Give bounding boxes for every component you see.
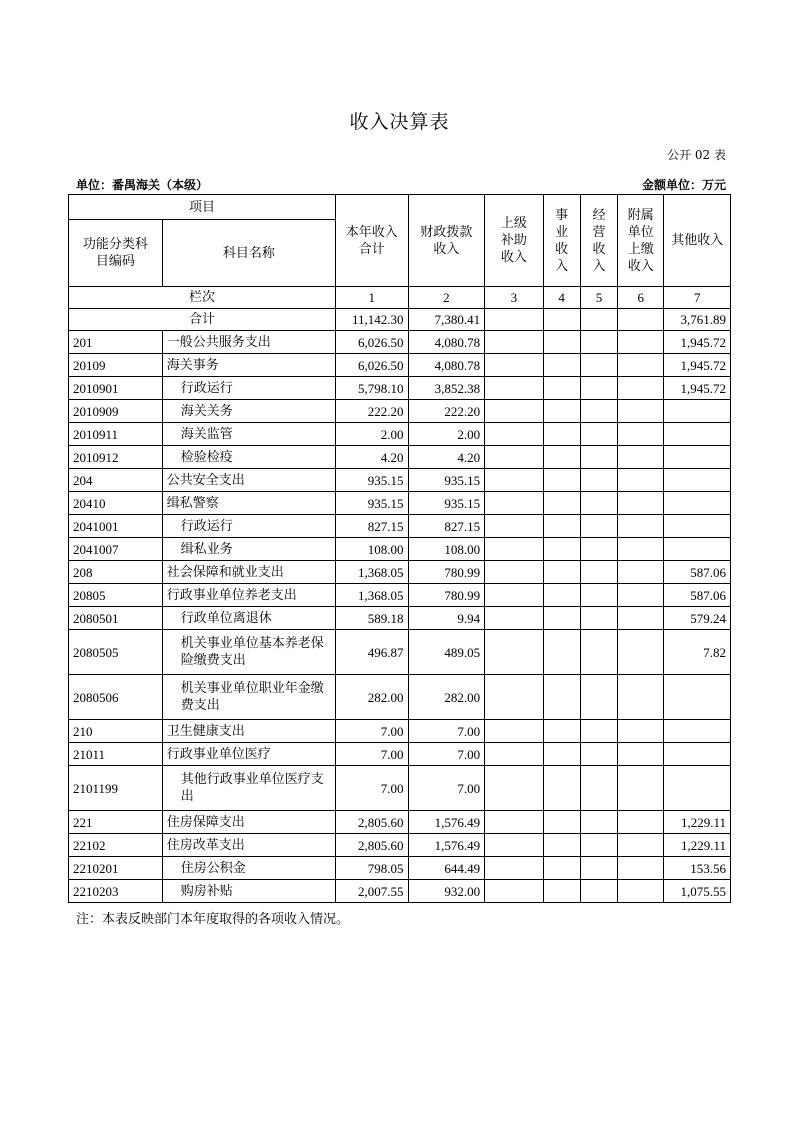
row-value: 587.06 <box>664 561 731 584</box>
row-value <box>485 538 543 561</box>
row-value: 932.00 <box>408 880 485 903</box>
row-code: 2010912 <box>69 446 163 469</box>
row-value: 4,080.78 <box>408 331 485 354</box>
row-value: 3,852.38 <box>408 377 485 400</box>
row-value <box>485 607 543 630</box>
table-row <box>69 423 731 446</box>
row-value: 644.49 <box>408 857 485 880</box>
total-label: 合计 <box>69 309 336 331</box>
row-value <box>618 423 664 446</box>
row-value <box>543 834 580 857</box>
total-cell <box>543 309 580 331</box>
row-value: 587.06 <box>664 584 731 607</box>
row-value <box>580 400 617 423</box>
row-value <box>543 400 580 423</box>
row-value <box>543 515 580 538</box>
row-value: 222.20 <box>408 400 485 423</box>
total-cell: 11,142.30 <box>336 309 409 331</box>
row-value <box>485 675 543 720</box>
header-lanci: 栏次 <box>69 287 336 309</box>
row-value <box>618 492 664 515</box>
row-value <box>618 584 664 607</box>
row-value <box>580 630 617 675</box>
row-value: 489.05 <box>408 630 485 675</box>
row-value <box>580 446 617 469</box>
row-code: 2080505 <box>69 630 163 675</box>
row-code: 20410 <box>69 492 163 515</box>
row-value <box>485 584 543 607</box>
table-row <box>69 331 731 354</box>
row-value: 7.00 <box>408 743 485 766</box>
row-value: 282.00 <box>336 675 409 720</box>
row-value: 108.00 <box>408 538 485 561</box>
row-code: 20109 <box>69 354 163 377</box>
row-value <box>664 469 731 492</box>
row-name: 购房补贴 <box>162 880 335 903</box>
row-value <box>618 377 664 400</box>
row-value: 7.00 <box>408 766 485 811</box>
row-value <box>618 469 664 492</box>
row-value <box>543 492 580 515</box>
row-code: 208 <box>69 561 163 584</box>
row-code: 2010901 <box>69 377 163 400</box>
row-value: 1,945.72 <box>664 377 731 400</box>
table-row <box>69 607 731 630</box>
row-value <box>543 584 580 607</box>
row-value <box>618 766 664 811</box>
row-value: 780.99 <box>408 561 485 584</box>
row-value <box>485 469 543 492</box>
row-value <box>485 880 543 903</box>
row-name: 海关关务 <box>162 400 335 423</box>
total-row <box>69 309 731 331</box>
row-value: 2.00 <box>408 423 485 446</box>
table-row <box>69 469 731 492</box>
row-code: 20805 <box>69 584 163 607</box>
row-value: 935.15 <box>336 492 409 515</box>
row-value <box>580 607 617 630</box>
table-row <box>69 766 731 811</box>
col-num: 3 <box>485 287 543 309</box>
row-value: 579.24 <box>664 607 731 630</box>
row-code: 2101199 <box>69 766 163 811</box>
row-value <box>543 811 580 834</box>
header-other: 其他收入 <box>664 195 731 287</box>
table-row <box>69 400 731 423</box>
row-value: 5,798.10 <box>336 377 409 400</box>
row-name: 社会保障和就业支出 <box>162 561 335 584</box>
row-code: 2210203 <box>69 880 163 903</box>
col-num: 2 <box>408 287 485 309</box>
row-value: 1,945.72 <box>664 354 731 377</box>
money-unit-label: 金额单位：万元 <box>641 178 726 192</box>
row-value: 1,576.49 <box>408 811 485 834</box>
row-name: 行政事业单位医疗 <box>162 743 335 766</box>
row-name: 行政单位离退休 <box>162 607 335 630</box>
row-value: 1,368.05 <box>336 584 409 607</box>
table-row <box>69 675 731 720</box>
total-cell: 3,761.89 <box>664 309 731 331</box>
row-code: 210 <box>69 720 163 743</box>
table-row <box>69 354 731 377</box>
row-value <box>543 354 580 377</box>
row-name: 行政事业单位养老支出 <box>162 584 335 607</box>
row-value <box>543 607 580 630</box>
row-value <box>485 423 543 446</box>
row-value: 589.18 <box>336 607 409 630</box>
row-value <box>618 720 664 743</box>
row-code: 2041001 <box>69 515 163 538</box>
table-row <box>69 515 731 538</box>
row-value <box>618 354 664 377</box>
row-value <box>664 720 731 743</box>
unit-label: 单位：番禺海关（本级） <box>76 178 209 192</box>
row-value: 935.15 <box>408 492 485 515</box>
row-name: 机关事业单位职业年金缴费支出 <box>162 675 335 720</box>
row-value <box>543 377 580 400</box>
row-value <box>580 354 617 377</box>
row-value: 7.00 <box>336 720 409 743</box>
table-row <box>69 834 731 857</box>
row-value <box>618 331 664 354</box>
row-code: 2010911 <box>69 423 163 446</box>
row-value <box>580 561 617 584</box>
row-value <box>580 584 617 607</box>
row-value <box>618 515 664 538</box>
table-row <box>69 584 731 607</box>
row-name: 其他行政事业单位医疗支出 <box>162 766 335 811</box>
table-row <box>69 857 731 880</box>
row-code: 2080501 <box>69 607 163 630</box>
row-value <box>618 857 664 880</box>
row-value <box>580 538 617 561</box>
row-value <box>485 720 543 743</box>
row-value: 1,075.55 <box>664 880 731 903</box>
row-value: 282.00 <box>408 675 485 720</box>
row-value <box>580 675 617 720</box>
row-value <box>543 446 580 469</box>
row-value: 2.00 <box>336 423 409 446</box>
row-name: 住房保障支出 <box>162 811 335 834</box>
row-value <box>664 538 731 561</box>
table-row <box>69 446 731 469</box>
row-value <box>664 423 731 446</box>
row-value <box>618 834 664 857</box>
header-affiliate: 附属单位上缴收入 <box>618 195 664 287</box>
row-value <box>485 857 543 880</box>
row-name: 一般公共服务支出 <box>162 331 335 354</box>
row-value: 935.15 <box>336 469 409 492</box>
row-value <box>543 423 580 446</box>
row-value <box>664 766 731 811</box>
col-num: 4 <box>543 287 580 309</box>
row-value <box>543 880 580 903</box>
row-value <box>618 400 664 423</box>
row-name: 行政运行 <box>162 377 335 400</box>
form-number: 公开 02 表 <box>667 148 726 162</box>
row-value <box>580 469 617 492</box>
total-cell <box>485 309 543 331</box>
row-value <box>664 400 731 423</box>
row-value: 7.00 <box>408 720 485 743</box>
row-value: 6,026.50 <box>336 354 409 377</box>
row-value: 2,805.60 <box>336 834 409 857</box>
row-value <box>485 446 543 469</box>
row-value <box>580 423 617 446</box>
row-value <box>618 630 664 675</box>
row-code: 2210201 <box>69 857 163 880</box>
row-value: 798.05 <box>336 857 409 880</box>
row-value <box>543 766 580 811</box>
income-table <box>68 194 731 903</box>
row-value <box>543 630 580 675</box>
row-value <box>664 515 731 538</box>
row-value <box>543 857 580 880</box>
row-value <box>580 880 617 903</box>
header-total: 本年收入合计 <box>336 195 409 287</box>
row-value <box>580 331 617 354</box>
table-row <box>69 880 731 903</box>
row-value <box>664 446 731 469</box>
row-value: 1,229.11 <box>664 811 731 834</box>
row-name: 公共安全支出 <box>162 469 335 492</box>
row-value <box>580 857 617 880</box>
row-value <box>618 811 664 834</box>
col-num: 7 <box>664 287 731 309</box>
row-name: 机关事业单位基本养老保险缴费支出 <box>162 630 335 675</box>
row-value <box>618 880 664 903</box>
row-value <box>580 720 617 743</box>
table-row <box>69 630 731 675</box>
row-value: 2,007.55 <box>336 880 409 903</box>
header-business: 事业收入 <box>543 195 580 287</box>
row-value <box>580 492 617 515</box>
row-name: 行政运行 <box>162 515 335 538</box>
row-value: 2,805.60 <box>336 811 409 834</box>
total-cell <box>580 309 617 331</box>
table-row <box>69 561 731 584</box>
row-value <box>543 538 580 561</box>
row-value <box>485 400 543 423</box>
row-value: 4.20 <box>336 446 409 469</box>
row-value <box>580 834 617 857</box>
row-value: 222.20 <box>336 400 409 423</box>
table-row <box>69 377 731 400</box>
row-value: 9.94 <box>408 607 485 630</box>
table-row <box>69 743 731 766</box>
row-value <box>580 811 617 834</box>
table-body <box>69 331 731 903</box>
header-fiscal: 财政拨款收入 <box>408 195 485 287</box>
row-value <box>543 743 580 766</box>
table-row <box>69 811 731 834</box>
row-name: 缉私业务 <box>162 538 335 561</box>
row-value <box>485 515 543 538</box>
row-value: 6,026.50 <box>336 331 409 354</box>
row-value: 827.15 <box>408 515 485 538</box>
total-cell <box>618 309 664 331</box>
row-value: 780.99 <box>408 584 485 607</box>
row-code: 22102 <box>69 834 163 857</box>
row-value <box>664 492 731 515</box>
row-code: 2041007 <box>69 538 163 561</box>
row-value <box>618 743 664 766</box>
footnote: 注：本表反映部门本年度取得的各项收入情况。 <box>76 912 350 927</box>
table-row <box>69 720 731 743</box>
row-name: 卫生健康支出 <box>162 720 335 743</box>
row-value <box>485 377 543 400</box>
row-value <box>543 675 580 720</box>
row-code: 2080506 <box>69 675 163 720</box>
row-value <box>618 446 664 469</box>
row-value <box>580 743 617 766</box>
row-value: 153.56 <box>664 857 731 880</box>
table-row <box>69 538 731 561</box>
row-value <box>485 630 543 675</box>
header-superior: 上级补助收入 <box>485 195 543 287</box>
row-name: 海关事务 <box>162 354 335 377</box>
row-code: 201 <box>69 331 163 354</box>
row-value <box>485 834 543 857</box>
row-value <box>485 331 543 354</box>
row-value: 827.15 <box>336 515 409 538</box>
row-value <box>485 766 543 811</box>
row-name: 检验检疫 <box>162 446 335 469</box>
row-value <box>580 377 617 400</box>
row-value <box>580 766 617 811</box>
row-name: 海关监管 <box>162 423 335 446</box>
row-value <box>543 331 580 354</box>
row-value: 4,080.78 <box>408 354 485 377</box>
row-value <box>543 720 580 743</box>
header-operation: 经营收入 <box>580 195 617 287</box>
row-value <box>543 561 580 584</box>
row-value: 1,576.49 <box>408 834 485 857</box>
row-code: 204 <box>69 469 163 492</box>
col-num: 1 <box>336 287 409 309</box>
row-value <box>618 607 664 630</box>
row-value <box>618 561 664 584</box>
row-name: 缉私警察 <box>162 492 335 515</box>
row-value <box>543 469 580 492</box>
page-title: 收入决算表 <box>349 111 450 133</box>
row-value <box>618 675 664 720</box>
row-value: 496.87 <box>336 630 409 675</box>
row-code: 21011 <box>69 743 163 766</box>
row-value: 4.20 <box>408 446 485 469</box>
header-name: 科目名称 <box>162 220 335 287</box>
row-value: 7.00 <box>336 743 409 766</box>
row-value <box>485 561 543 584</box>
row-value: 1,945.72 <box>664 331 731 354</box>
table-row <box>69 492 731 515</box>
header-code: 功能分类科目编码 <box>69 220 163 287</box>
row-value <box>664 743 731 766</box>
row-value <box>485 492 543 515</box>
row-value: 7.00 <box>336 766 409 811</box>
row-value <box>664 675 731 720</box>
row-name: 住房公积金 <box>162 857 335 880</box>
row-value: 1,229.11 <box>664 834 731 857</box>
row-value: 7.82 <box>664 630 731 675</box>
col-num: 5 <box>580 287 617 309</box>
row-value <box>580 515 617 538</box>
row-value: 1,368.05 <box>336 561 409 584</box>
row-name: 住房改革支出 <box>162 834 335 857</box>
row-value: 108.00 <box>336 538 409 561</box>
row-value: 935.15 <box>408 469 485 492</box>
row-code: 221 <box>69 811 163 834</box>
row-code: 2010909 <box>69 400 163 423</box>
row-value <box>485 743 543 766</box>
header-project: 项目 <box>69 195 336 220</box>
row-value <box>485 811 543 834</box>
row-value <box>618 538 664 561</box>
row-value <box>485 354 543 377</box>
total-cell: 7,380.41 <box>408 309 485 331</box>
col-num: 6 <box>618 287 664 309</box>
